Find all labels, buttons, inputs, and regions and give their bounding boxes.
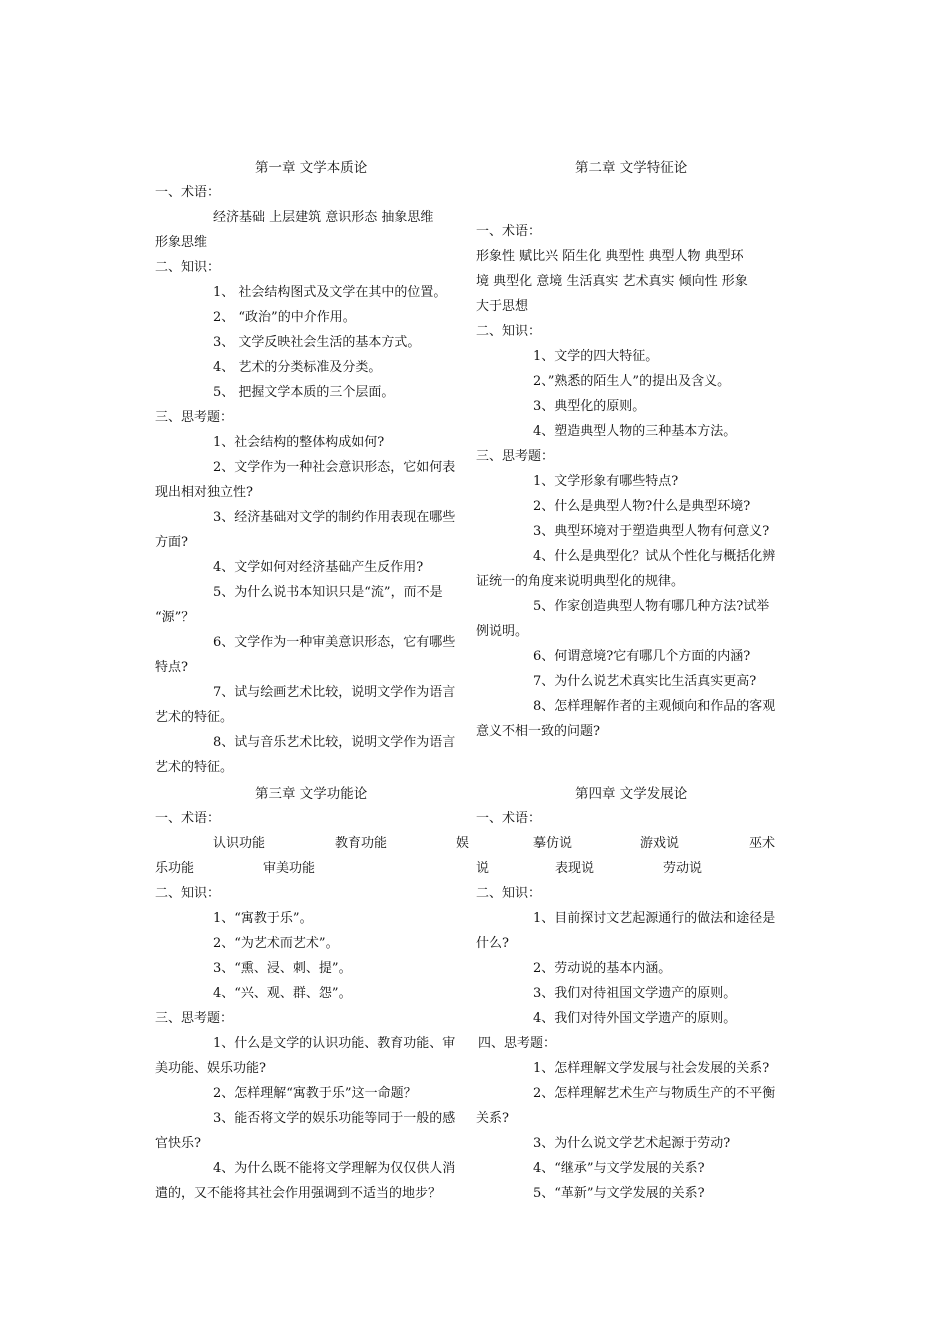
- ch2-question: 6、何谓意境?它有哪几个方面的内涵?: [533, 649, 751, 664]
- ch3-knowledge-item: 2、“为艺术而艺术”。: [213, 936, 339, 951]
- ch4-terms-heading: 一、术语：: [476, 811, 542, 826]
- ch4-question: 关系?: [476, 1111, 509, 1126]
- ch2-question: 5、作家创造典型人物有哪几种方法?试举: [533, 599, 770, 614]
- ch2-question: 证统一的角度来说明典型化的规律。: [476, 574, 685, 589]
- ch3-question: 4、为什么既不能将文学理解为仅仅供人消: [213, 1161, 456, 1176]
- ch2-question: 例说明。: [476, 624, 529, 639]
- ch1-questions-heading: 三、思考题：: [155, 410, 234, 425]
- ch2-knowledge-item: 3、典型化的原则。: [533, 399, 646, 414]
- ch4-term: 摹仿说: [533, 836, 573, 851]
- ch4-questions-heading: 四、思考题：: [478, 1036, 557, 1051]
- ch1-question: 2、文学作为一种社会意识形态，它如何表: [213, 460, 456, 475]
- ch4-question: 2、怎样理解艺术生产与物质生产的不平衡: [533, 1086, 776, 1101]
- ch4-knowledge-item: 2、劳动说的基本内涵。: [533, 961, 672, 976]
- ch1-knowledge-item: 1、 社会结构图式及文学在其中的位置。: [213, 285, 447, 300]
- ch4-knowledge-item: 什么?: [476, 936, 509, 951]
- ch1-question: 方面?: [155, 535, 188, 550]
- ch3-question: 3、能否将文学的娱乐功能等同于一般的感: [213, 1111, 456, 1126]
- ch4-knowledge-item: 4、我们对待外国文学遗产的原则。: [533, 1011, 737, 1026]
- ch1-knowledge-item: 2、 “政治”的中介作用。: [213, 310, 356, 325]
- ch1-knowledge-heading: 二、知识：: [155, 260, 221, 275]
- ch4-term: 劳动说: [663, 861, 703, 876]
- ch1-terms-heading: 一、术语：: [155, 185, 221, 200]
- ch2-question: 2、什么是典型人物?什么是典型环境?: [533, 499, 751, 514]
- ch3-knowledge-item: 3、“熏、浸、刺、提”。: [213, 961, 352, 976]
- ch3-question: 遣的，又不能将其社会作用强调到不适当的地步？: [155, 1186, 442, 1201]
- ch2-terms-line: 大于思想: [476, 299, 529, 314]
- ch3-question: 美功能、娱乐功能?: [155, 1061, 266, 1076]
- ch4-term: 表现说: [555, 861, 595, 876]
- ch3-terms-heading: 一、术语：: [155, 811, 221, 826]
- ch3-knowledge-item: 4、“兴、观、群、怨”。: [213, 986, 352, 1001]
- ch4-term: 巫术: [749, 836, 776, 851]
- ch1-question: 现出相对独立性?: [155, 485, 253, 500]
- ch3-question: 官快乐?: [155, 1136, 201, 1151]
- ch2-terms-line: 形象性 赋比兴 陌生化 典型性 典型人物 典型环: [476, 249, 744, 264]
- ch1-knowledge-item: 4、 艺术的分类标准及分类。: [213, 360, 382, 375]
- ch1-knowledge-item: 3、 文学反映社会生活的基本方式。: [213, 335, 421, 350]
- ch4-question: 5、“革新”与文学发展的关系?: [533, 1186, 705, 1201]
- ch2-question: 4、什么是典型化？试从个性化与概括化辨: [533, 549, 776, 564]
- ch1-knowledge-item: 5、 把握文学本质的三个层面。: [213, 385, 395, 400]
- ch3-question: 2、怎样理解“寓教于乐”这一命题？: [213, 1086, 417, 1101]
- ch3-questions-heading: 三、思考题：: [155, 1011, 234, 1026]
- ch3-term: 教育功能: [335, 836, 388, 851]
- ch4-term: 游戏说: [640, 836, 680, 851]
- ch4-question: 1、怎样理解文学发展与社会发展的关系?: [533, 1061, 770, 1076]
- ch4-question: 3、为什么说文学艺术起源于劳动?: [533, 1136, 731, 1151]
- ch1-question: 5、为什么说书本知识只是“流”，而不是: [213, 585, 443, 600]
- ch3-term: 认识功能: [213, 836, 266, 851]
- ch3-term: 乐功能: [155, 861, 195, 876]
- ch2-terms-heading: 一、术语：: [476, 224, 542, 239]
- ch1-terms-line: 形象思维: [155, 235, 208, 250]
- ch1-question: “源”？: [155, 610, 195, 625]
- chapter4-title: 第四章 文学发展论: [575, 786, 688, 802]
- ch2-question: 意义不相一致的问题?: [476, 724, 600, 739]
- chapter2-title: 第二章 文学特征论: [575, 160, 688, 176]
- ch3-term: 审美功能: [263, 861, 316, 876]
- ch1-question: 6、文学作为一种审美意识形态，它有哪些: [213, 635, 456, 650]
- ch4-question: 4、“继承”与文学发展的关系?: [533, 1161, 705, 1176]
- ch2-knowledge-item: 1、文学的四大特征。: [533, 349, 659, 364]
- ch2-knowledge-heading: 二、知识：: [476, 324, 542, 339]
- ch1-question: 特点?: [155, 660, 188, 675]
- chapter3-title: 第三章 文学功能论: [255, 786, 368, 802]
- chapter1-title: 第一章 文学本质论: [255, 160, 368, 176]
- ch4-knowledge-item: 3、我们对待祖国文学遗产的原则。: [533, 986, 737, 1001]
- ch1-question: 艺术的特征。: [155, 760, 234, 775]
- ch2-question: 8、怎样理解作者的主观倾向和作品的客观: [533, 699, 776, 714]
- ch1-question: 8、试与音乐艺术比较，说明文学作为语言: [213, 735, 456, 750]
- ch1-question: 艺术的特征。: [155, 710, 234, 725]
- ch2-knowledge-item: 4、塑造典型人物的三种基本方法。: [533, 424, 737, 439]
- ch3-knowledge-item: 1、“寓教于乐”。: [213, 911, 313, 926]
- ch2-questions-heading: 三、思考题：: [476, 449, 555, 464]
- ch2-terms-line: 境 典型化 意境 生活真实 艺术真实 倾向性 形象: [476, 274, 748, 289]
- ch4-knowledge-item: 1、目前探讨文艺起源通行的做法和途径是: [533, 911, 776, 926]
- ch2-question: 7、为什么说艺术真实比生活真实更高?: [533, 674, 757, 689]
- ch1-question: 1、社会结构的整体构成如何?: [213, 435, 385, 450]
- ch4-knowledge-heading: 二、知识：: [476, 886, 542, 901]
- ch2-knowledge-item: 2、”熟悉的陌生人”的提出及含义。: [533, 374, 731, 389]
- ch3-question: 1、什么是文学的认识功能、教育功能、审: [213, 1036, 456, 1051]
- ch1-question: 4、文学如何对经济基础产生反作用?: [213, 560, 424, 575]
- ch1-question: 3、经济基础对文学的制约作用表现在哪些: [213, 510, 456, 525]
- ch1-question: 7、试与绘画艺术比较，说明文学作为语言: [213, 685, 456, 700]
- ch4-term: 说: [476, 861, 490, 876]
- ch2-question: 1、文学形象有哪些特点?: [533, 474, 679, 489]
- ch1-terms-line: 经济基础 上层建筑 意识形态 抽象思维: [213, 210, 434, 225]
- ch3-knowledge-heading: 二、知识：: [155, 886, 221, 901]
- ch2-question: 3、典型环境对于塑造典型人物有何意义?: [533, 524, 770, 539]
- ch3-term: 娱: [456, 836, 470, 851]
